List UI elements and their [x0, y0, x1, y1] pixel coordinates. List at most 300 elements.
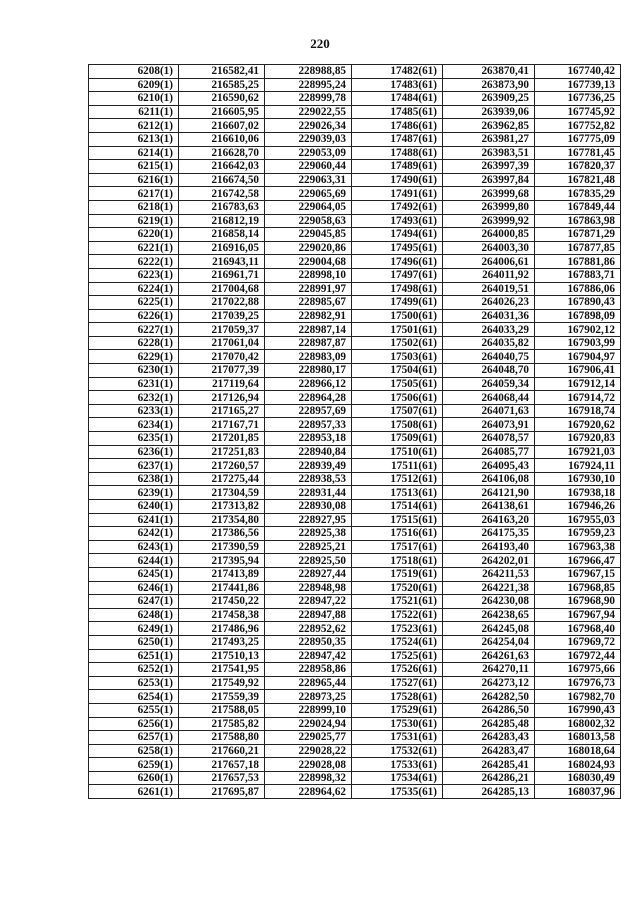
table-row	[89, 78, 621, 92]
x-coord-b-cell: 263999,92	[443, 214, 535, 228]
y-coord-b-cell: 167918,74	[535, 404, 621, 418]
y-coord-a-cell: 228948,98	[265, 581, 352, 595]
table-row	[89, 228, 621, 242]
point-id-b-cell: 17485(61)	[352, 105, 443, 119]
point-id-a-cell: 6253(1)	[89, 676, 179, 690]
x-coord-b-cell: 263983,51	[443, 146, 535, 160]
point-id-b-cell: 17513(61)	[352, 486, 443, 500]
x-coord-b-cell: 264193,40	[443, 540, 535, 554]
x-coord-b-cell: 263999,80	[443, 200, 535, 214]
y-coord-a-cell: 229025,77	[265, 731, 352, 745]
x-coord-b-cell: 264048,70	[443, 364, 535, 378]
point-id-b-cell: 17510(61)	[352, 445, 443, 459]
y-coord-a-cell: 228964,62	[265, 785, 352, 799]
x-coord-b-cell: 264221,38	[443, 581, 535, 595]
y-coord-b-cell: 167890,43	[535, 296, 621, 310]
y-coord-a-cell: 228988,85	[265, 65, 352, 79]
x-coord-a-cell: 216628,70	[179, 146, 265, 160]
y-coord-a-cell: 228930,08	[265, 500, 352, 514]
y-coord-a-cell: 228940,84	[265, 445, 352, 459]
point-id-a-cell: 6215(1)	[89, 160, 179, 174]
table-row	[89, 65, 621, 79]
table-row	[89, 744, 621, 758]
y-coord-b-cell: 167967,94	[535, 608, 621, 622]
x-coord-a-cell: 217441,86	[179, 581, 265, 595]
y-coord-a-cell: 228947,22	[265, 595, 352, 609]
y-coord-b-cell: 167969,72	[535, 635, 621, 649]
point-id-a-cell: 6208(1)	[89, 65, 179, 79]
page-number: 220	[310, 36, 330, 51]
x-coord-a-cell: 216943,11	[179, 255, 265, 269]
y-coord-b-cell: 167990,43	[535, 703, 621, 717]
y-coord-b-cell: 167959,23	[535, 527, 621, 541]
point-id-a-cell: 6228(1)	[89, 336, 179, 350]
x-coord-a-cell: 216610,06	[179, 132, 265, 146]
point-id-a-cell: 6222(1)	[89, 255, 179, 269]
x-coord-a-cell: 217657,53	[179, 771, 265, 785]
table-row	[89, 690, 621, 704]
y-coord-a-cell: 228927,44	[265, 567, 352, 581]
y-coord-b-cell: 167906,41	[535, 364, 621, 378]
x-coord-a-cell: 216585,25	[179, 78, 265, 92]
x-coord-b-cell: 264211,53	[443, 567, 535, 581]
point-id-b-cell: 17517(61)	[352, 540, 443, 554]
table-row	[89, 445, 621, 459]
y-coord-a-cell: 229004,68	[265, 255, 352, 269]
x-coord-a-cell: 217510,13	[179, 649, 265, 663]
x-coord-a-cell: 216642,03	[179, 160, 265, 174]
y-coord-a-cell: 229045,85	[265, 228, 352, 242]
y-coord-b-cell: 167903,99	[535, 336, 621, 350]
x-coord-a-cell: 217260,57	[179, 459, 265, 473]
y-coord-b-cell: 167968,40	[535, 622, 621, 636]
x-coord-a-cell: 217304,59	[179, 486, 265, 500]
y-coord-b-cell: 167912,14	[535, 377, 621, 391]
point-id-a-cell: 6239(1)	[89, 486, 179, 500]
y-coord-a-cell: 228925,50	[265, 554, 352, 568]
x-coord-a-cell: 217126,94	[179, 391, 265, 405]
point-id-b-cell: 17508(61)	[352, 418, 443, 432]
point-id-a-cell: 6249(1)	[89, 622, 179, 636]
y-coord-b-cell: 167775,09	[535, 132, 621, 146]
x-coord-a-cell: 217458,38	[179, 608, 265, 622]
table-row	[89, 540, 621, 554]
table-row	[89, 309, 621, 323]
x-coord-a-cell: 217313,82	[179, 500, 265, 514]
y-coord-a-cell: 229026,34	[265, 119, 352, 133]
point-id-a-cell: 6212(1)	[89, 119, 179, 133]
y-coord-b-cell: 167904,97	[535, 350, 621, 364]
y-coord-a-cell: 229028,08	[265, 758, 352, 772]
x-coord-a-cell: 217585,82	[179, 717, 265, 731]
point-id-b-cell: 17496(61)	[352, 255, 443, 269]
y-coord-a-cell: 228982,91	[265, 309, 352, 323]
x-coord-b-cell: 264286,50	[443, 703, 535, 717]
table-row	[89, 364, 621, 378]
x-coord-a-cell: 217493,25	[179, 635, 265, 649]
x-coord-b-cell: 264073,91	[443, 418, 535, 432]
table-row	[89, 391, 621, 405]
y-coord-b-cell: 167781,45	[535, 146, 621, 160]
point-id-b-cell: 17532(61)	[352, 744, 443, 758]
y-coord-a-cell: 228958,86	[265, 663, 352, 677]
table-row	[89, 567, 621, 581]
point-id-b-cell: 17494(61)	[352, 228, 443, 242]
table-row	[89, 173, 621, 187]
point-id-b-cell: 17493(61)	[352, 214, 443, 228]
table-row	[89, 500, 621, 514]
table-row	[89, 608, 621, 622]
point-id-a-cell: 6229(1)	[89, 350, 179, 364]
y-coord-b-cell: 167914,72	[535, 391, 621, 405]
point-id-a-cell: 6240(1)	[89, 500, 179, 514]
y-coord-b-cell: 167930,10	[535, 472, 621, 486]
x-coord-a-cell: 217061,04	[179, 336, 265, 350]
point-id-b-cell: 17512(61)	[352, 472, 443, 486]
y-coord-a-cell: 229058,63	[265, 214, 352, 228]
y-coord-b-cell: 167849,44	[535, 200, 621, 214]
table-row	[89, 336, 621, 350]
x-coord-a-cell: 217413,89	[179, 567, 265, 581]
y-coord-b-cell: 167898,09	[535, 309, 621, 323]
table-row	[89, 622, 621, 636]
y-coord-b-cell: 167921,03	[535, 445, 621, 459]
point-id-a-cell: 6247(1)	[89, 595, 179, 609]
x-coord-a-cell: 216674,50	[179, 173, 265, 187]
x-coord-a-cell: 217039,25	[179, 309, 265, 323]
point-id-b-cell: 17495(61)	[352, 241, 443, 255]
x-coord-b-cell: 263997,84	[443, 173, 535, 187]
x-coord-a-cell: 216783,63	[179, 200, 265, 214]
y-coord-a-cell: 228966,12	[265, 377, 352, 391]
x-coord-a-cell: 217588,05	[179, 703, 265, 717]
point-id-b-cell: 17491(61)	[352, 187, 443, 201]
y-coord-a-cell: 228973,25	[265, 690, 352, 704]
x-coord-b-cell: 264245,08	[443, 622, 535, 636]
point-id-a-cell: 6220(1)	[89, 228, 179, 242]
y-coord-a-cell: 228952,62	[265, 622, 352, 636]
table-row	[89, 676, 621, 690]
x-coord-a-cell: 217541,95	[179, 663, 265, 677]
point-id-a-cell: 6242(1)	[89, 527, 179, 541]
point-id-b-cell: 17524(61)	[352, 635, 443, 649]
y-coord-b-cell: 167740,42	[535, 65, 621, 79]
y-coord-a-cell: 228938,53	[265, 472, 352, 486]
point-id-a-cell: 6254(1)	[89, 690, 179, 704]
y-coord-b-cell: 167975,66	[535, 663, 621, 677]
table-row	[89, 241, 621, 255]
table-row	[89, 377, 621, 391]
table-row	[89, 649, 621, 663]
table-row	[89, 513, 621, 527]
point-id-a-cell: 6251(1)	[89, 649, 179, 663]
y-coord-b-cell: 167863,98	[535, 214, 621, 228]
table-row	[89, 432, 621, 446]
x-coord-a-cell: 217165,27	[179, 404, 265, 418]
x-coord-b-cell: 264026,23	[443, 296, 535, 310]
point-id-b-cell: 17502(61)	[352, 336, 443, 350]
point-id-a-cell: 6232(1)	[89, 391, 179, 405]
y-coord-b-cell: 167881,86	[535, 255, 621, 269]
y-coord-a-cell: 229060,44	[265, 160, 352, 174]
point-id-b-cell: 17528(61)	[352, 690, 443, 704]
x-coord-b-cell: 264282,50	[443, 690, 535, 704]
table-row	[89, 296, 621, 310]
y-coord-a-cell: 228998,32	[265, 771, 352, 785]
y-coord-b-cell: 167955,03	[535, 513, 621, 527]
x-coord-b-cell: 264068,44	[443, 391, 535, 405]
y-coord-b-cell: 167745,92	[535, 105, 621, 119]
y-coord-a-cell: 228947,88	[265, 608, 352, 622]
point-id-a-cell: 6210(1)	[89, 92, 179, 106]
x-coord-a-cell: 217354,80	[179, 513, 265, 527]
y-coord-b-cell: 167976,73	[535, 676, 621, 690]
table-row	[89, 105, 621, 119]
table-row	[89, 459, 621, 473]
y-coord-b-cell: 167871,29	[535, 228, 621, 242]
point-id-a-cell: 6235(1)	[89, 432, 179, 446]
point-id-a-cell: 6250(1)	[89, 635, 179, 649]
table-row	[89, 119, 621, 133]
y-coord-a-cell: 228927,95	[265, 513, 352, 527]
x-coord-a-cell: 216605,95	[179, 105, 265, 119]
x-coord-a-cell: 217390,59	[179, 540, 265, 554]
point-id-b-cell: 17488(61)	[352, 146, 443, 160]
x-coord-b-cell: 264040,75	[443, 350, 535, 364]
point-id-a-cell: 6219(1)	[89, 214, 179, 228]
point-id-b-cell: 17484(61)	[352, 92, 443, 106]
x-coord-a-cell: 217201,85	[179, 432, 265, 446]
table-row	[89, 146, 621, 160]
y-coord-a-cell: 228957,69	[265, 404, 352, 418]
x-coord-b-cell: 264095,43	[443, 459, 535, 473]
point-id-a-cell: 6236(1)	[89, 445, 179, 459]
x-coord-a-cell: 217395,94	[179, 554, 265, 568]
y-coord-b-cell: 167821,48	[535, 173, 621, 187]
y-coord-a-cell: 228939,49	[265, 459, 352, 473]
point-id-b-cell: 17482(61)	[352, 65, 443, 79]
table-row	[89, 771, 621, 785]
point-id-b-cell: 17533(61)	[352, 758, 443, 772]
point-id-b-cell: 17521(61)	[352, 595, 443, 609]
table-row	[89, 418, 621, 432]
y-coord-a-cell: 229053,09	[265, 146, 352, 160]
x-coord-b-cell: 264011,92	[443, 268, 535, 282]
y-coord-a-cell: 229039,03	[265, 132, 352, 146]
point-id-a-cell: 6225(1)	[89, 296, 179, 310]
y-coord-b-cell: 167946,26	[535, 500, 621, 514]
x-coord-b-cell: 263999,68	[443, 187, 535, 201]
point-id-a-cell: 6218(1)	[89, 200, 179, 214]
y-coord-b-cell: 167966,47	[535, 554, 621, 568]
x-coord-b-cell: 264273,12	[443, 676, 535, 690]
y-coord-b-cell: 168030,49	[535, 771, 621, 785]
point-id-a-cell: 6216(1)	[89, 173, 179, 187]
x-coord-b-cell: 264003,30	[443, 241, 535, 255]
x-coord-b-cell: 264230,08	[443, 595, 535, 609]
point-id-a-cell: 6248(1)	[89, 608, 179, 622]
point-id-a-cell: 6223(1)	[89, 268, 179, 282]
point-id-a-cell: 6241(1)	[89, 513, 179, 527]
point-id-b-cell: 17486(61)	[352, 119, 443, 133]
x-coord-a-cell: 217167,71	[179, 418, 265, 432]
point-id-b-cell: 17519(61)	[352, 567, 443, 581]
table-row	[89, 200, 621, 214]
table-row	[89, 486, 621, 500]
table-row	[89, 527, 621, 541]
x-coord-a-cell: 217275,44	[179, 472, 265, 486]
y-coord-b-cell: 167972,44	[535, 649, 621, 663]
x-coord-b-cell: 264283,43	[443, 731, 535, 745]
y-coord-a-cell: 229028,22	[265, 744, 352, 758]
y-coord-a-cell: 229022,55	[265, 105, 352, 119]
y-coord-b-cell: 167752,82	[535, 119, 621, 133]
point-id-a-cell: 6209(1)	[89, 78, 179, 92]
table-row	[89, 472, 621, 486]
point-id-b-cell: 17498(61)	[352, 282, 443, 296]
point-id-b-cell: 17505(61)	[352, 377, 443, 391]
y-coord-b-cell: 167736,25	[535, 92, 621, 106]
x-coord-b-cell: 264283,47	[443, 744, 535, 758]
y-coord-a-cell: 228925,21	[265, 540, 352, 554]
point-id-b-cell: 17507(61)	[352, 404, 443, 418]
y-coord-a-cell: 228980,17	[265, 364, 352, 378]
x-coord-a-cell: 216858,14	[179, 228, 265, 242]
x-coord-b-cell: 263981,27	[443, 132, 535, 146]
table-row	[89, 268, 621, 282]
point-id-a-cell: 6231(1)	[89, 377, 179, 391]
x-coord-a-cell: 216916,05	[179, 241, 265, 255]
x-coord-b-cell: 264071,63	[443, 404, 535, 418]
x-coord-b-cell: 264254,04	[443, 635, 535, 649]
x-coord-b-cell: 264286,21	[443, 771, 535, 785]
point-id-a-cell: 6258(1)	[89, 744, 179, 758]
point-id-a-cell: 6233(1)	[89, 404, 179, 418]
x-coord-b-cell: 263909,25	[443, 92, 535, 106]
y-coord-b-cell: 167920,62	[535, 418, 621, 432]
point-id-a-cell: 6245(1)	[89, 567, 179, 581]
point-id-b-cell: 17530(61)	[352, 717, 443, 731]
table-row	[89, 255, 621, 269]
y-coord-b-cell: 168037,96	[535, 785, 621, 799]
point-id-b-cell: 17516(61)	[352, 527, 443, 541]
point-id-b-cell: 17497(61)	[352, 268, 443, 282]
point-id-a-cell: 6224(1)	[89, 282, 179, 296]
table-row	[89, 758, 621, 772]
x-coord-a-cell: 217588,80	[179, 731, 265, 745]
x-coord-b-cell: 264035,82	[443, 336, 535, 350]
table-row	[89, 214, 621, 228]
point-id-b-cell: 17523(61)	[352, 622, 443, 636]
x-coord-b-cell: 264059,34	[443, 377, 535, 391]
point-id-b-cell: 17531(61)	[352, 731, 443, 745]
point-id-a-cell: 6227(1)	[89, 323, 179, 337]
point-id-b-cell: 17503(61)	[352, 350, 443, 364]
x-coord-a-cell: 216961,71	[179, 268, 265, 282]
point-id-a-cell: 6255(1)	[89, 703, 179, 717]
table-row	[89, 132, 621, 146]
x-coord-a-cell: 217386,56	[179, 527, 265, 541]
point-id-b-cell: 17490(61)	[352, 173, 443, 187]
x-coord-a-cell: 217486,96	[179, 622, 265, 636]
table-row	[89, 92, 621, 106]
y-coord-a-cell: 228947,42	[265, 649, 352, 663]
x-coord-a-cell: 217660,21	[179, 744, 265, 758]
x-coord-a-cell: 217559,39	[179, 690, 265, 704]
table-row	[89, 595, 621, 609]
x-coord-b-cell: 264285,48	[443, 717, 535, 731]
x-coord-a-cell: 217077,39	[179, 364, 265, 378]
y-coord-a-cell: 228925,38	[265, 527, 352, 541]
x-coord-a-cell: 217119,64	[179, 377, 265, 391]
point-id-a-cell: 6211(1)	[89, 105, 179, 119]
table-row	[89, 717, 621, 731]
point-id-a-cell: 6259(1)	[89, 758, 179, 772]
point-id-b-cell: 17518(61)	[352, 554, 443, 568]
x-coord-b-cell: 263870,41	[443, 65, 535, 79]
point-id-b-cell: 17492(61)	[352, 200, 443, 214]
y-coord-a-cell: 228987,87	[265, 336, 352, 350]
x-coord-b-cell: 264078,57	[443, 432, 535, 446]
y-coord-b-cell: 167835,29	[535, 187, 621, 201]
point-id-b-cell: 17529(61)	[352, 703, 443, 717]
table-row	[89, 323, 621, 337]
point-id-b-cell: 17504(61)	[352, 364, 443, 378]
point-id-b-cell: 17534(61)	[352, 771, 443, 785]
point-id-a-cell: 6213(1)	[89, 132, 179, 146]
y-coord-a-cell: 228964,28	[265, 391, 352, 405]
y-coord-b-cell: 167886,06	[535, 282, 621, 296]
point-id-b-cell: 17514(61)	[352, 500, 443, 514]
x-coord-b-cell: 263962,85	[443, 119, 535, 133]
x-coord-a-cell: 217549,92	[179, 676, 265, 690]
x-coord-a-cell: 217004,68	[179, 282, 265, 296]
point-id-a-cell: 6243(1)	[89, 540, 179, 554]
table-row	[89, 187, 621, 201]
y-coord-b-cell: 167924,11	[535, 459, 621, 473]
y-coord-a-cell: 228965,44	[265, 676, 352, 690]
y-coord-a-cell: 228931,44	[265, 486, 352, 500]
y-coord-b-cell: 167938,18	[535, 486, 621, 500]
x-coord-a-cell: 216582,41	[179, 65, 265, 79]
point-id-a-cell: 6230(1)	[89, 364, 179, 378]
y-coord-a-cell: 228987,14	[265, 323, 352, 337]
x-coord-b-cell: 264121,90	[443, 486, 535, 500]
y-coord-a-cell: 228950,35	[265, 635, 352, 649]
point-id-a-cell: 6237(1)	[89, 459, 179, 473]
y-coord-b-cell: 168013,58	[535, 731, 621, 745]
x-coord-b-cell: 264238,65	[443, 608, 535, 622]
point-id-b-cell: 17501(61)	[352, 323, 443, 337]
point-id-b-cell: 17511(61)	[352, 459, 443, 473]
point-id-b-cell: 17509(61)	[352, 432, 443, 446]
table-row	[89, 731, 621, 745]
x-coord-a-cell: 217695,87	[179, 785, 265, 799]
y-coord-b-cell: 167883,71	[535, 268, 621, 282]
x-coord-a-cell: 217450,22	[179, 595, 265, 609]
x-coord-b-cell: 264270,11	[443, 663, 535, 677]
table-row	[89, 703, 621, 717]
x-coord-a-cell: 217251,83	[179, 445, 265, 459]
y-coord-b-cell: 167963,38	[535, 540, 621, 554]
table-row	[89, 160, 621, 174]
point-id-b-cell: 17520(61)	[352, 581, 443, 595]
point-id-b-cell: 17499(61)	[352, 296, 443, 310]
y-coord-a-cell: 228995,24	[265, 78, 352, 92]
y-coord-a-cell: 229020,86	[265, 241, 352, 255]
x-coord-b-cell: 264138,61	[443, 500, 535, 514]
x-coord-a-cell: 216590,62	[179, 92, 265, 106]
